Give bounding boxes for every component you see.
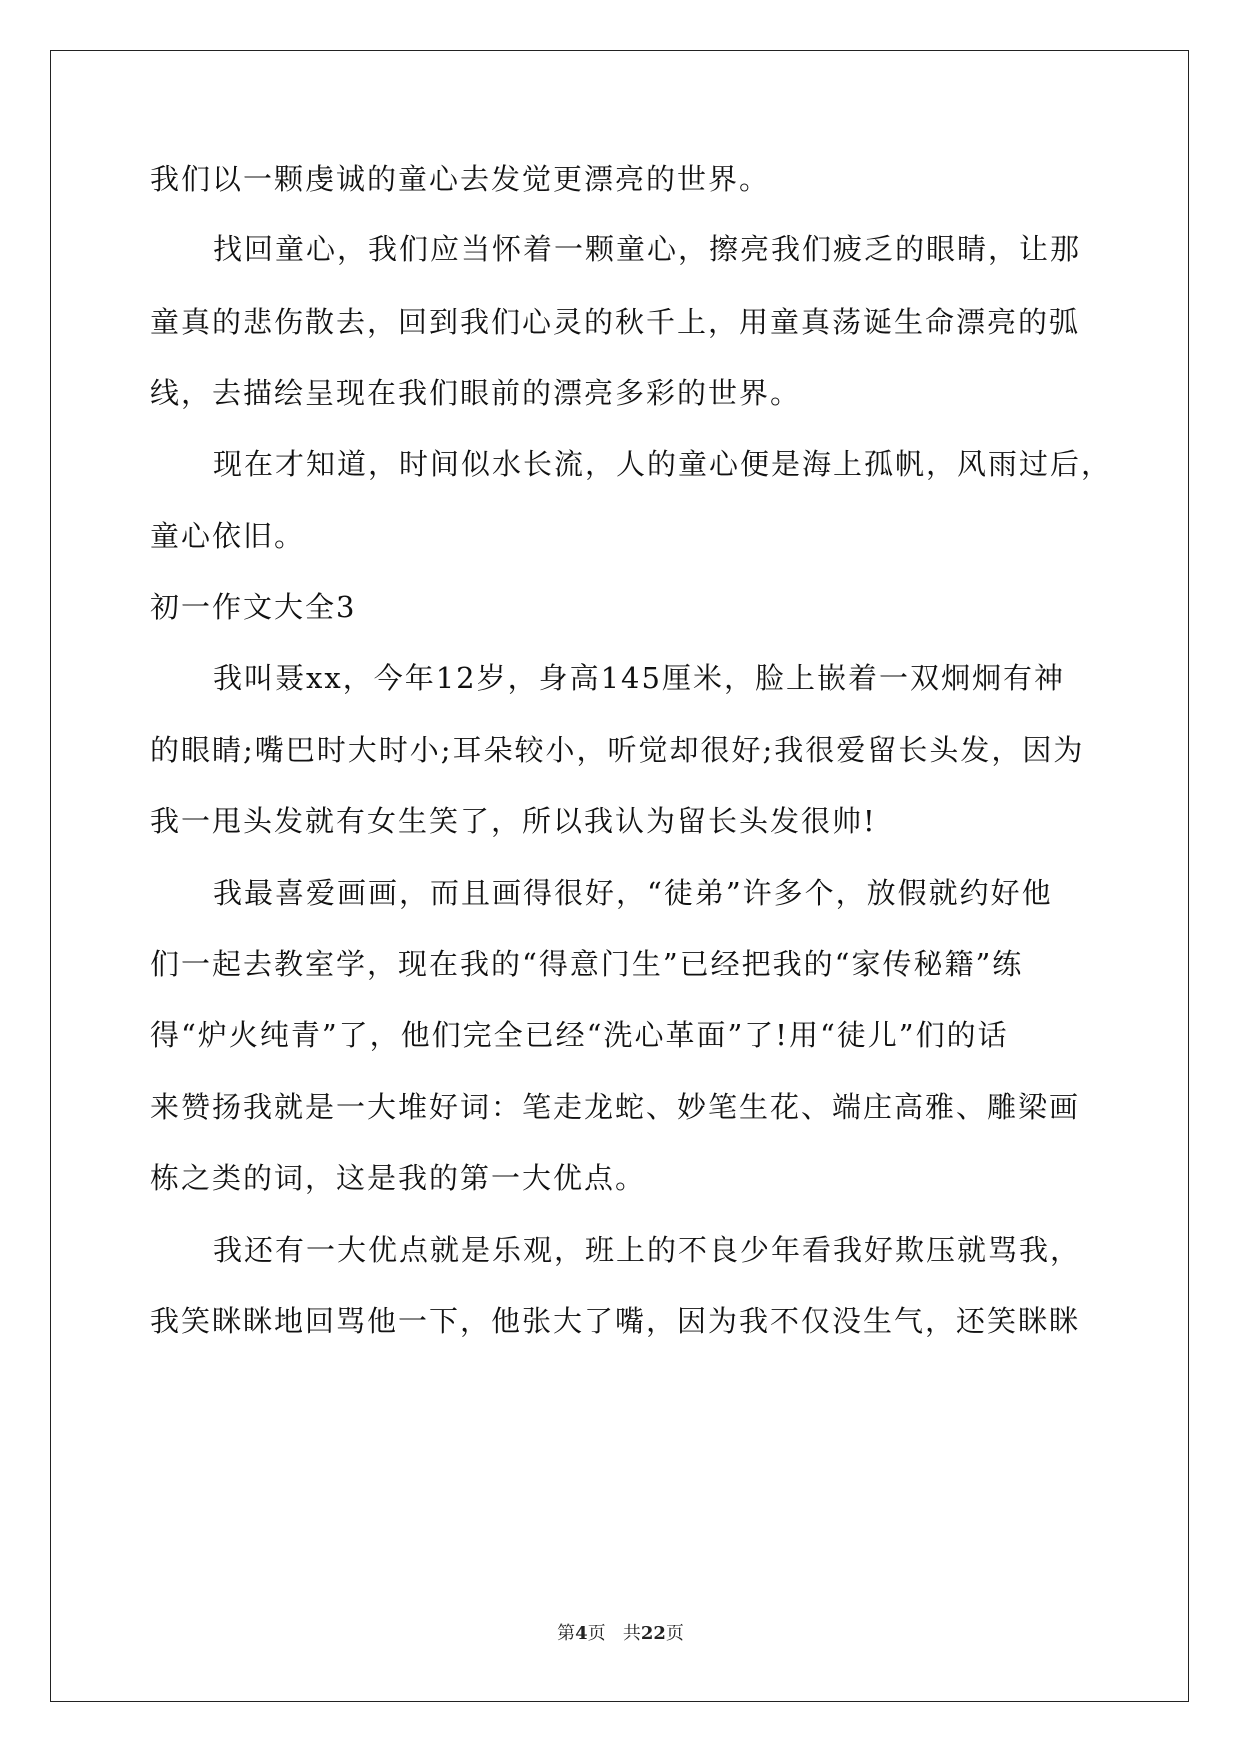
text-line: 得“炉火纯青”了，他们完全已经“洗心革面”了!用“徒儿”们的话 — [150, 1018, 1009, 1052]
paragraph-start-line: 我还有一大优点就是乐观，班上的不良少年看我好欺压就骂我， — [213, 1233, 1082, 1267]
paragraph-start-line: 我叫聂xx，今年12岁，身高145厘米，脸上嵌着一双炯炯有神 — [213, 661, 1065, 695]
text-line: 童心依旧。 — [150, 519, 306, 553]
text-line: 们一起去教室学，现在我的“得意门生”已经把我的“家传秘籍”练 — [150, 947, 1024, 981]
footer-total-pages: 22 — [640, 1623, 666, 1644]
text-line: 童真的悲伤散去，回到我们心灵的秋千上，用童真荡诞生命漂亮的弧 — [150, 305, 1081, 339]
text-line: 我一甩头发就有女生笑了，所以我认为留长头发很帅! — [150, 804, 877, 838]
text-line: 来赞扬我就是一大堆好词：笔走龙蛇、妙笔生花、端庄高雅、雕梁画 — [150, 1090, 1081, 1124]
footer-page-number: 4 — [575, 1623, 588, 1644]
paragraph-start-line: 我最喜爱画画，而且画得很好，“徒弟”许多个，放假就约好他 — [213, 876, 1053, 910]
page-footer — [0, 1623, 1241, 1645]
footer-page-suffix: 页 — [587, 1623, 606, 1644]
text-line: 我笑眯眯地回骂他一下，他张大了嘴，因为我不仅没生气，还笑眯眯 — [150, 1304, 1081, 1338]
text-line: 栋之类的词，这是我的第一大优点。 — [150, 1161, 647, 1195]
text-line: 的眼睛;嘴巴时大时小;耳朵较小，听觉却很好;我很爱留长头发，因为 — [150, 733, 1085, 767]
footer-total-prefix: 共 — [622, 1623, 641, 1644]
footer-total-suffix: 页 — [665, 1623, 684, 1644]
section-heading: 初一作文大全3 — [150, 590, 357, 624]
footer-page-prefix: 第 — [557, 1623, 576, 1644]
paragraph-start-line: 现在才知道，时间似水长流，人的童心便是海上孤帆，风雨过后， — [213, 447, 1113, 481]
text-line: 我们以一颗虔诚的童心去发觉更漂亮的世界。 — [150, 162, 771, 196]
paragraph-start-line: 找回童心，我们应当怀着一颗童心，擦亮我们疲乏的眼睛，让那 — [213, 232, 1082, 266]
text-line: 线，去描绘呈现在我们眼前的漂亮多彩的世界。 — [150, 376, 802, 410]
